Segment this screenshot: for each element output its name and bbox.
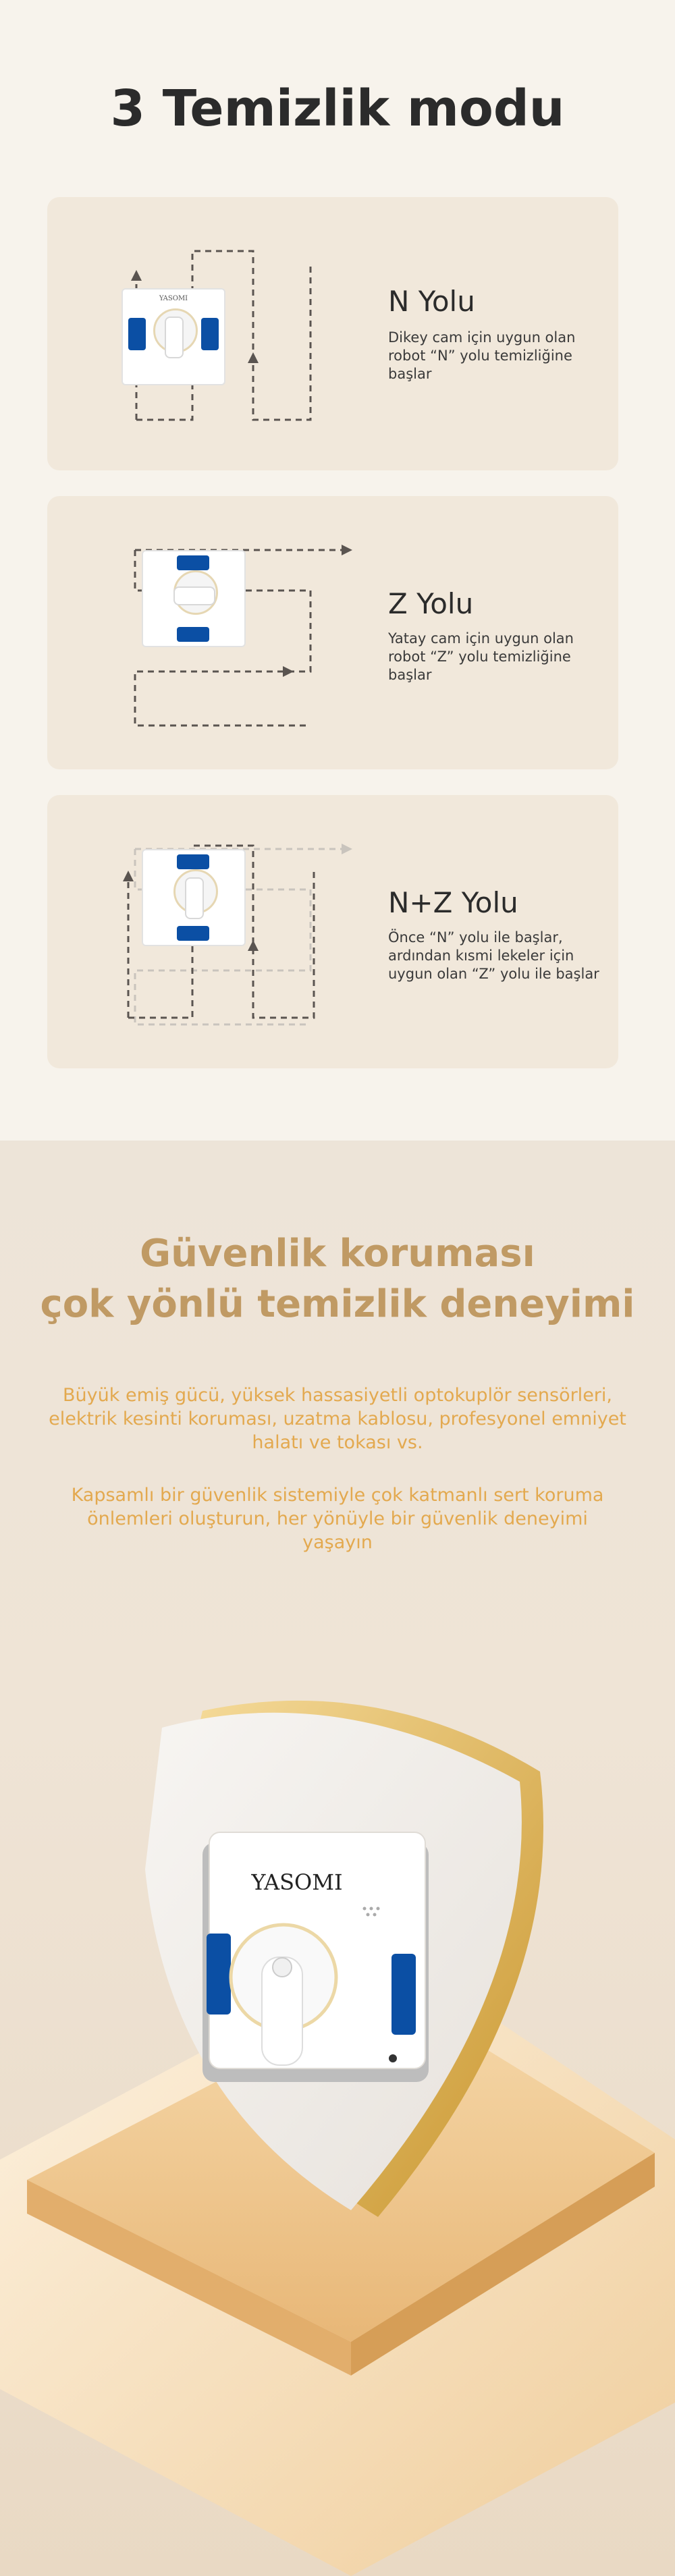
robot-handle — [173, 586, 215, 605]
robot-pad-right — [201, 318, 219, 350]
robot-handle — [165, 317, 184, 358]
mode-description: Önce “N” yolu ile başlar, ardından kısmi lekeler için uygun olan “Z” yolu ile başlar — [388, 929, 599, 982]
mode-title: N+Z Yolu — [388, 886, 518, 919]
robot-pad-bottom — [177, 926, 209, 941]
mode-description: Dikey cam için uygun olan robot “N” yolu temizliğine başlar — [388, 329, 576, 382]
mode-card-z — [47, 496, 618, 769]
robot-pad-top — [177, 555, 209, 570]
robot-image — [122, 288, 225, 385]
robot-brand-label: YASOMI — [251, 1869, 343, 1895]
mode-card-nz — [47, 795, 618, 1068]
robot-pad-top — [177, 854, 209, 869]
safety-paragraph-1: Büyük emiş gücü, yüksek hassasiyetli optokuplör sensörleri, elektrik kesinti koruması, uzatma kablosu, profesyonel emniyet halatı ve tokası vs. — [49, 1385, 626, 1453]
shield-robot-illustration — [0, 1572, 675, 2576]
safety-title-line2: çok yönlü temizlik deneyimi — [40, 1282, 635, 1326]
safety-section — [0, 1141, 675, 2576]
mode-title: Z Yolu — [388, 587, 474, 620]
robot-image — [142, 550, 246, 647]
safety-paragraph-2: Kapsamlı bir güvenlik sistemiyle çok katmanlı sert koruma önlemleri oluşturun, her yönüyle bir güvenlik deneyimi yaşayın — [71, 1485, 604, 1553]
mode-title: N Yolu — [388, 285, 475, 318]
robot-pad-bottom — [177, 627, 209, 642]
robot-brand: YASOMI — [159, 295, 188, 302]
mode-description: Yatay cam için uygun olan robot “Z” yolu temizliğine başlar — [388, 630, 574, 683]
robot-handle — [185, 877, 204, 919]
robot-pad-left — [128, 318, 146, 350]
cleaning-modes-section — [0, 0, 675, 1141]
robot-image — [142, 849, 246, 946]
page-title: 3 Temizlik modu — [110, 80, 565, 138]
mode-card-n — [47, 197, 618, 470]
safety-title-line1: Güvenlik koruması — [140, 1232, 535, 1276]
